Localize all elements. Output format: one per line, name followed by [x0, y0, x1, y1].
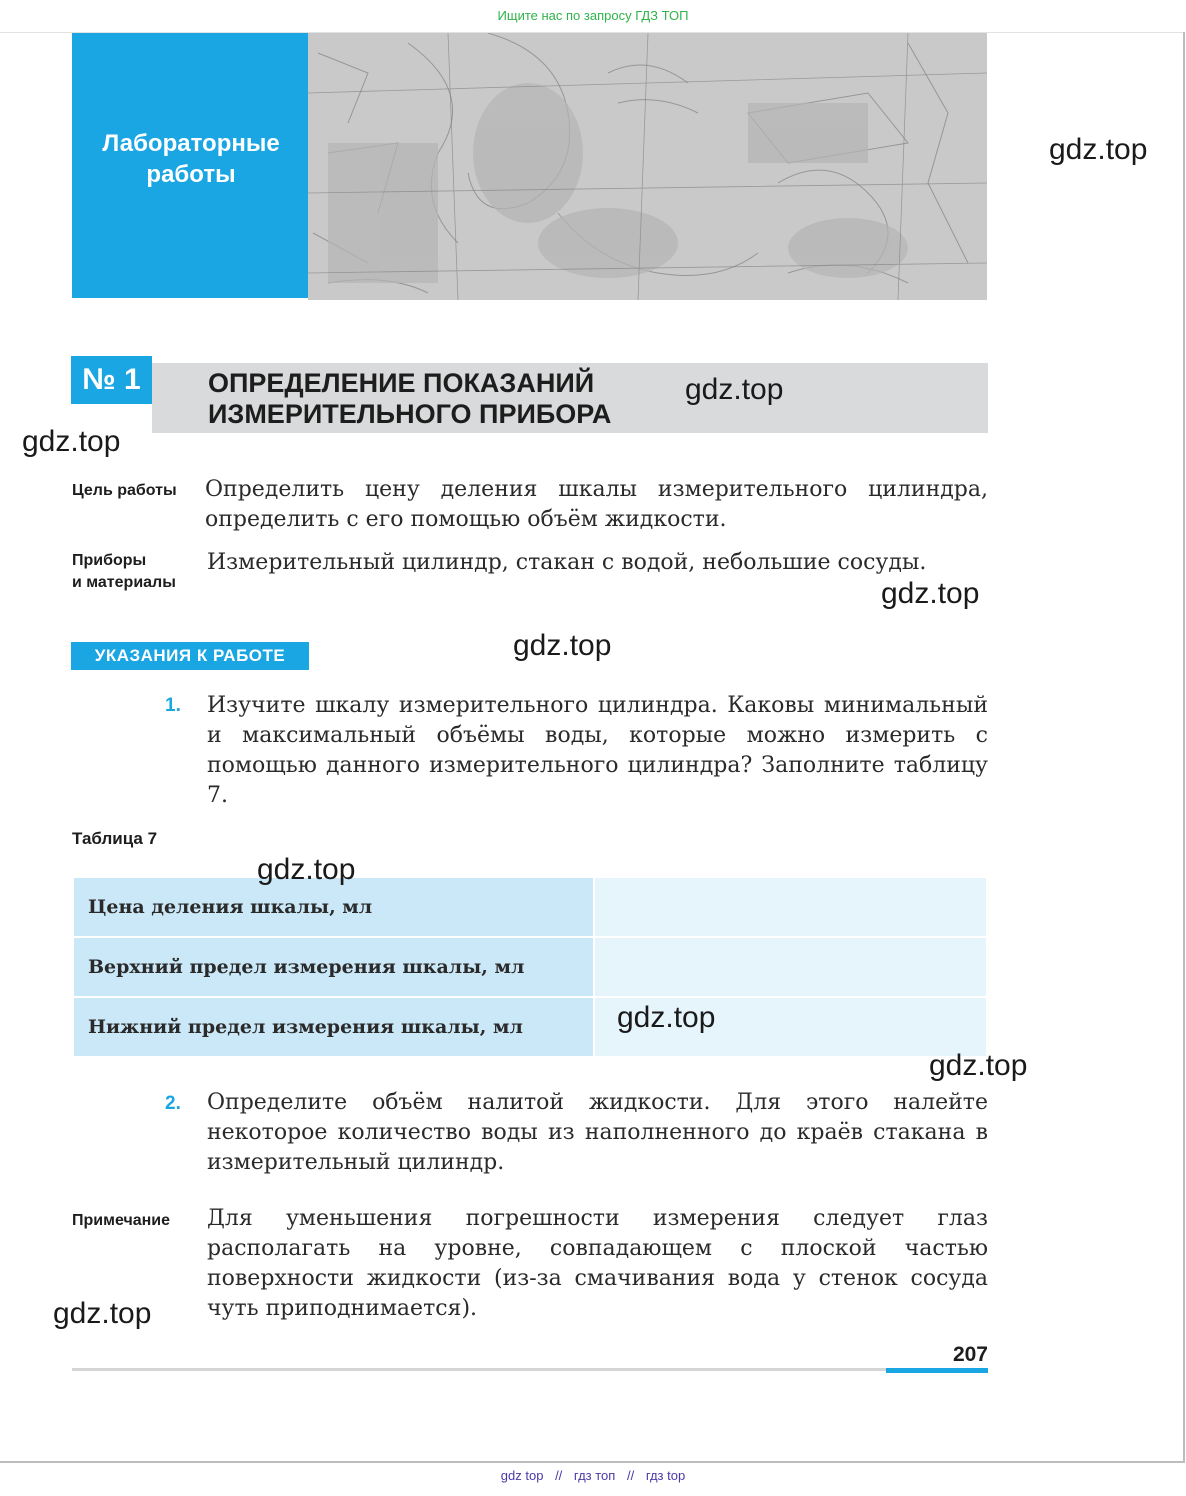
- equipment-label-line1: Приборы: [72, 552, 147, 569]
- table-row: [73, 997, 987, 1057]
- footer-links: [0, 1468, 1186, 1483]
- watermark: gdz.top: [617, 1001, 716, 1034]
- banner-title-line2: работы: [146, 161, 236, 188]
- page-bottom-border: [0, 1461, 1185, 1463]
- watermark: gdz.top: [22, 425, 121, 458]
- lab-title-line2: ИЗМЕРИТЕЛЬНОГО ПРИБОРА: [208, 399, 612, 429]
- step1-number: 1.: [165, 695, 181, 716]
- watermark: gdz.top: [1049, 133, 1148, 166]
- watermark: gdz.top: [881, 577, 980, 610]
- lab-number-badge: № 1: [71, 356, 152, 404]
- watermark: gdz.top: [929, 1049, 1028, 1082]
- banner-title: [72, 128, 310, 190]
- step2-text: Определите объём налитой жидкости. Для этого налейте некоторое количество воды из наполненного до краёв стакана в измерительный цилиндр.: [207, 1090, 988, 1175]
- page-right-border: [1183, 32, 1185, 1462]
- table-row: [73, 937, 987, 997]
- lab-title-line1: ОПРЕДЕЛЕНИЕ ПОКАЗАНИЙ: [208, 368, 595, 398]
- footer-link-gdz-top-mixed[interactable]: гдз top: [645, 1468, 686, 1483]
- step1-text: Изучите шкалу измерительного цилиндра. Каковы минимальный и максимальный объёмы воды, которые можно измерить с помощью данного измерительного цилиндра? Заполните таблицу 7.: [207, 693, 988, 808]
- equipment-text: Измерительный цилиндр, стакан с водой, небольшие сосуды.: [207, 550, 927, 575]
- table-row-label: Цена деления шкалы, мл: [73, 877, 594, 937]
- top-search-hint: Ищите нас по запросу ГДЗ ТОП: [497, 8, 689, 23]
- table-row-label: Нижний предел измерения шкалы, мл: [73, 997, 594, 1057]
- goal-text: Определить цену деления шкалы измерительного цилиндра, определить с его помощью объём жидкости.: [205, 477, 988, 532]
- note-label: Примечание: [72, 1212, 171, 1229]
- watermark: gdz.top: [685, 373, 784, 406]
- goal-label: Цель работы: [72, 482, 177, 499]
- note-text: Для уменьшения погрешности измерения следует глаз располагать на уровне, совпадающем с плоской частью поверхности жидкости (из-за смачивания вода у стенок сосуда чуть приподнимается).: [207, 1206, 988, 1321]
- measurement-table: [72, 876, 988, 1058]
- watermark: gdz.top: [53, 1297, 152, 1330]
- equipment-label-line2: и материалы: [72, 574, 176, 591]
- watermark: gdz.top: [257, 853, 356, 886]
- page-bottom-rule-accent: [886, 1368, 988, 1373]
- engraving-illustration: [308, 33, 987, 300]
- footer-separator: //: [626, 1468, 635, 1483]
- page-bottom-rule: [72, 1368, 886, 1371]
- footer-link-gdz-top[interactable]: gdz top: [500, 1468, 544, 1483]
- lab-title: [208, 368, 678, 430]
- table-row: [73, 877, 987, 937]
- banner-engraving-image: [308, 33, 987, 300]
- banner-title-line1: Лабораторные: [102, 130, 280, 157]
- table-row-value[interactable]: [594, 937, 987, 997]
- instructions-badge: УКАЗАНИЯ К РАБОТЕ: [71, 642, 309, 670]
- equipment-label: [72, 550, 176, 594]
- step2-number: 2.: [165, 1093, 181, 1114]
- table-row-value[interactable]: [594, 877, 987, 937]
- table-row-label: Верхний предел измерения шкалы, мл: [73, 937, 594, 997]
- footer-separator: //: [555, 1468, 563, 1483]
- page-number: 207: [952, 1343, 988, 1366]
- footer-link-gdz-top-ru[interactable]: гдз топ: [573, 1468, 616, 1483]
- watermark: gdz.top: [513, 629, 612, 662]
- table-caption: Таблица 7: [72, 829, 158, 848]
